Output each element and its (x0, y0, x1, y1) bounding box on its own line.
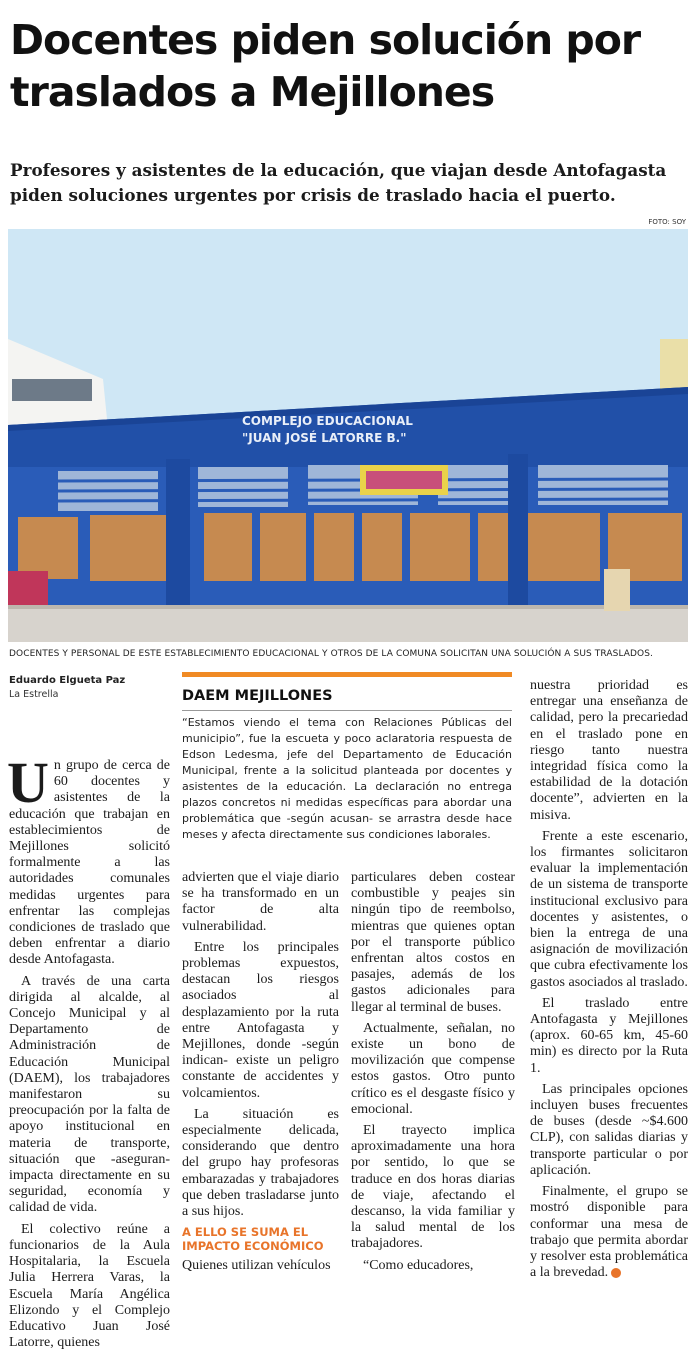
body-paragraph: Actualmente, señalan, no existe un bono de movilización que compense estos gastos. Otro punto crítico es el desgaste físico y emocional. (351, 1020, 515, 1117)
photo-wood-panels (18, 513, 682, 581)
body-column-1 (7, 750, 170, 1356)
box-accent-rule (182, 672, 512, 677)
drop-cap-paragraph-text: n grupo de cerca de 60 docentes y asistentes de la educación que trabajan en establecimientos de Mejillones solicitó formalmente a las autoridades comunales medidas urgentes para enfrentar las complejas condiciones de traslado que deben enfrentar a diario desde Antofagasta. (9, 758, 170, 968)
box-quote-text: “Estamos viendo el tema con Relaciones Públicas del municipio”, fue la escueta y poco aclaratoria respuesta de Edson Ledesma, jefe del Departamento de Educación Municipal, frente a la solicitud planteada por docentes y asistentes de la educación. La declaración no entrega plazos concretos ni medidas específicas para abordar una problemática que -según acusan- se arrastra desde hace meses y afecta directamente sus condiciones laborales. (182, 716, 512, 841)
box-title: DAEM MEJILLONES (182, 688, 333, 704)
body-paragraph: Entre los principales problemas expuestos, destacan los riesgos asociados al desplazamiento por la ruta entre Antofagasta y Mejillones, donde -según indican- existe un peligro constante de accidentes y volcamientos. (182, 939, 339, 1101)
photo-credit: FOTO: SOY (648, 218, 686, 226)
body-paragraph: advierten que el viaje diario se ha transformado en un factor de alta vulnerabilidad. (182, 870, 339, 934)
photo-ground (8, 605, 688, 642)
body-paragraph: El traslado entre Antofagasta y Mejillones (aprox. 60-65 km, 45-60 min) es directo por la Ruta 1. (530, 995, 688, 1076)
body-paragraph: La situación es especialmente delicada, considerando que dentro del grupo hay profesoras embarazadas y trabajadores que deben trasladarse junto a sus hijos. (182, 1106, 339, 1220)
box-divider (182, 710, 512, 711)
body-paragraph: El trayecto implica aproximadamente una hora por sentido, lo que se traduce en dos horas diarias de viaje, afectando el descanso, la vida familiar y la salud mental de los trabajadores. (351, 1123, 515, 1252)
school-building-illustration (8, 229, 688, 642)
outlet-name: La Estrella (9, 689, 59, 700)
subheadline: Profesores y asistentes de la educación, que viajan desde Antofagasta piden soluciones urgentes por crisis de traslado hacia el puerto. (10, 160, 667, 205)
headline: Docentes piden solución por traslados a Mejillones (10, 16, 641, 116)
article-photo (8, 229, 688, 642)
body-paragraph: particulares deben costear combustible y peajes sin ningún tipo de reembolso, mientras que quienes optan por el transporte público enfrentan altos costos en pasajes, además de los gastos adicionales para llegar al terminal de buses. (351, 870, 515, 1015)
author-name: Eduardo Elgueta Paz (9, 675, 126, 686)
body-paragraph: El colectivo reúne a funcionarios de la Aula Hospitalaria, la Escuela Julia Herrera Varas, la Escuela María Angélica Elizondo y el Complejo Educativo Juan José Latorre, quienes (9, 1221, 170, 1351)
body-column-2 (182, 870, 339, 1279)
closing-paragraph-text: Finalmente, el grupo se mostró disponible para conformar una mesa de trabajo que permita abordar y resolver esta problemática a la brevedad. (530, 1184, 688, 1281)
body-paragraph: “Como educadores, (363, 1257, 474, 1273)
section-subheading: A ELLO SE SUMA EL IMPACTO ECONÓMICO (182, 1225, 324, 1254)
drop-cap: U (7, 750, 49, 815)
body-paragraph: A través de una carta dirigida al alcalde, al Concejo Municipal y al Departamento de Administración de Educación Municipal (DAEM), los trabajadores manifestaron su preocupación por la falta de apoyo institucional en materia de transporte, situación que -aseguran- impacta directamente en su seguridad, economía y calidad de vida. (9, 973, 170, 1216)
photo-sign-line2: "JUAN JOSÉ LATORRE B." (242, 431, 407, 445)
body-column-4 (530, 678, 688, 1286)
body-paragraph: Frente a este escenario, los firmantes solicitaron evaluar la implementación de un sistema de transporte institucional exclusivo para docentes y asistentes, o bien la entrega de una asignación de movilización que cubra efectivamente los gastos asociados al traslado. (530, 828, 688, 990)
photo-caption: DOCENTES Y PERSONAL DE ESTE ESTABLECIMIENTO EDUCACIONAL Y OTROS DE LA COMUNA SOLICITAN UNA SOLUCIÓN A SUS TRASLADOS. (9, 649, 654, 659)
body-paragraph: Las principales opciones incluyen buses frecuentes de buses (desde ~$4.600 CLP), con salidas diarias y transporte particular o por aplicación. (530, 1081, 688, 1178)
photo-sign-line1: COMPLEJO EDUCACIONAL (242, 414, 413, 428)
end-of-article-icon: ✪ (611, 1268, 621, 1278)
body-paragraph (7, 750, 170, 969)
body-paragraph (530, 1184, 688, 1281)
body-paragraph: nuestra prioridad es entregar una enseñanza de calidad, pero la precariedad en el traslado pone en riesgo tanto nuestra integridad física como la estabilidad de la dotación docente”, advierten en la misiva. (530, 678, 688, 823)
body-column-3 (351, 870, 515, 1279)
body-paragraph: Quienes utilizan vehículos (182, 1258, 331, 1274)
